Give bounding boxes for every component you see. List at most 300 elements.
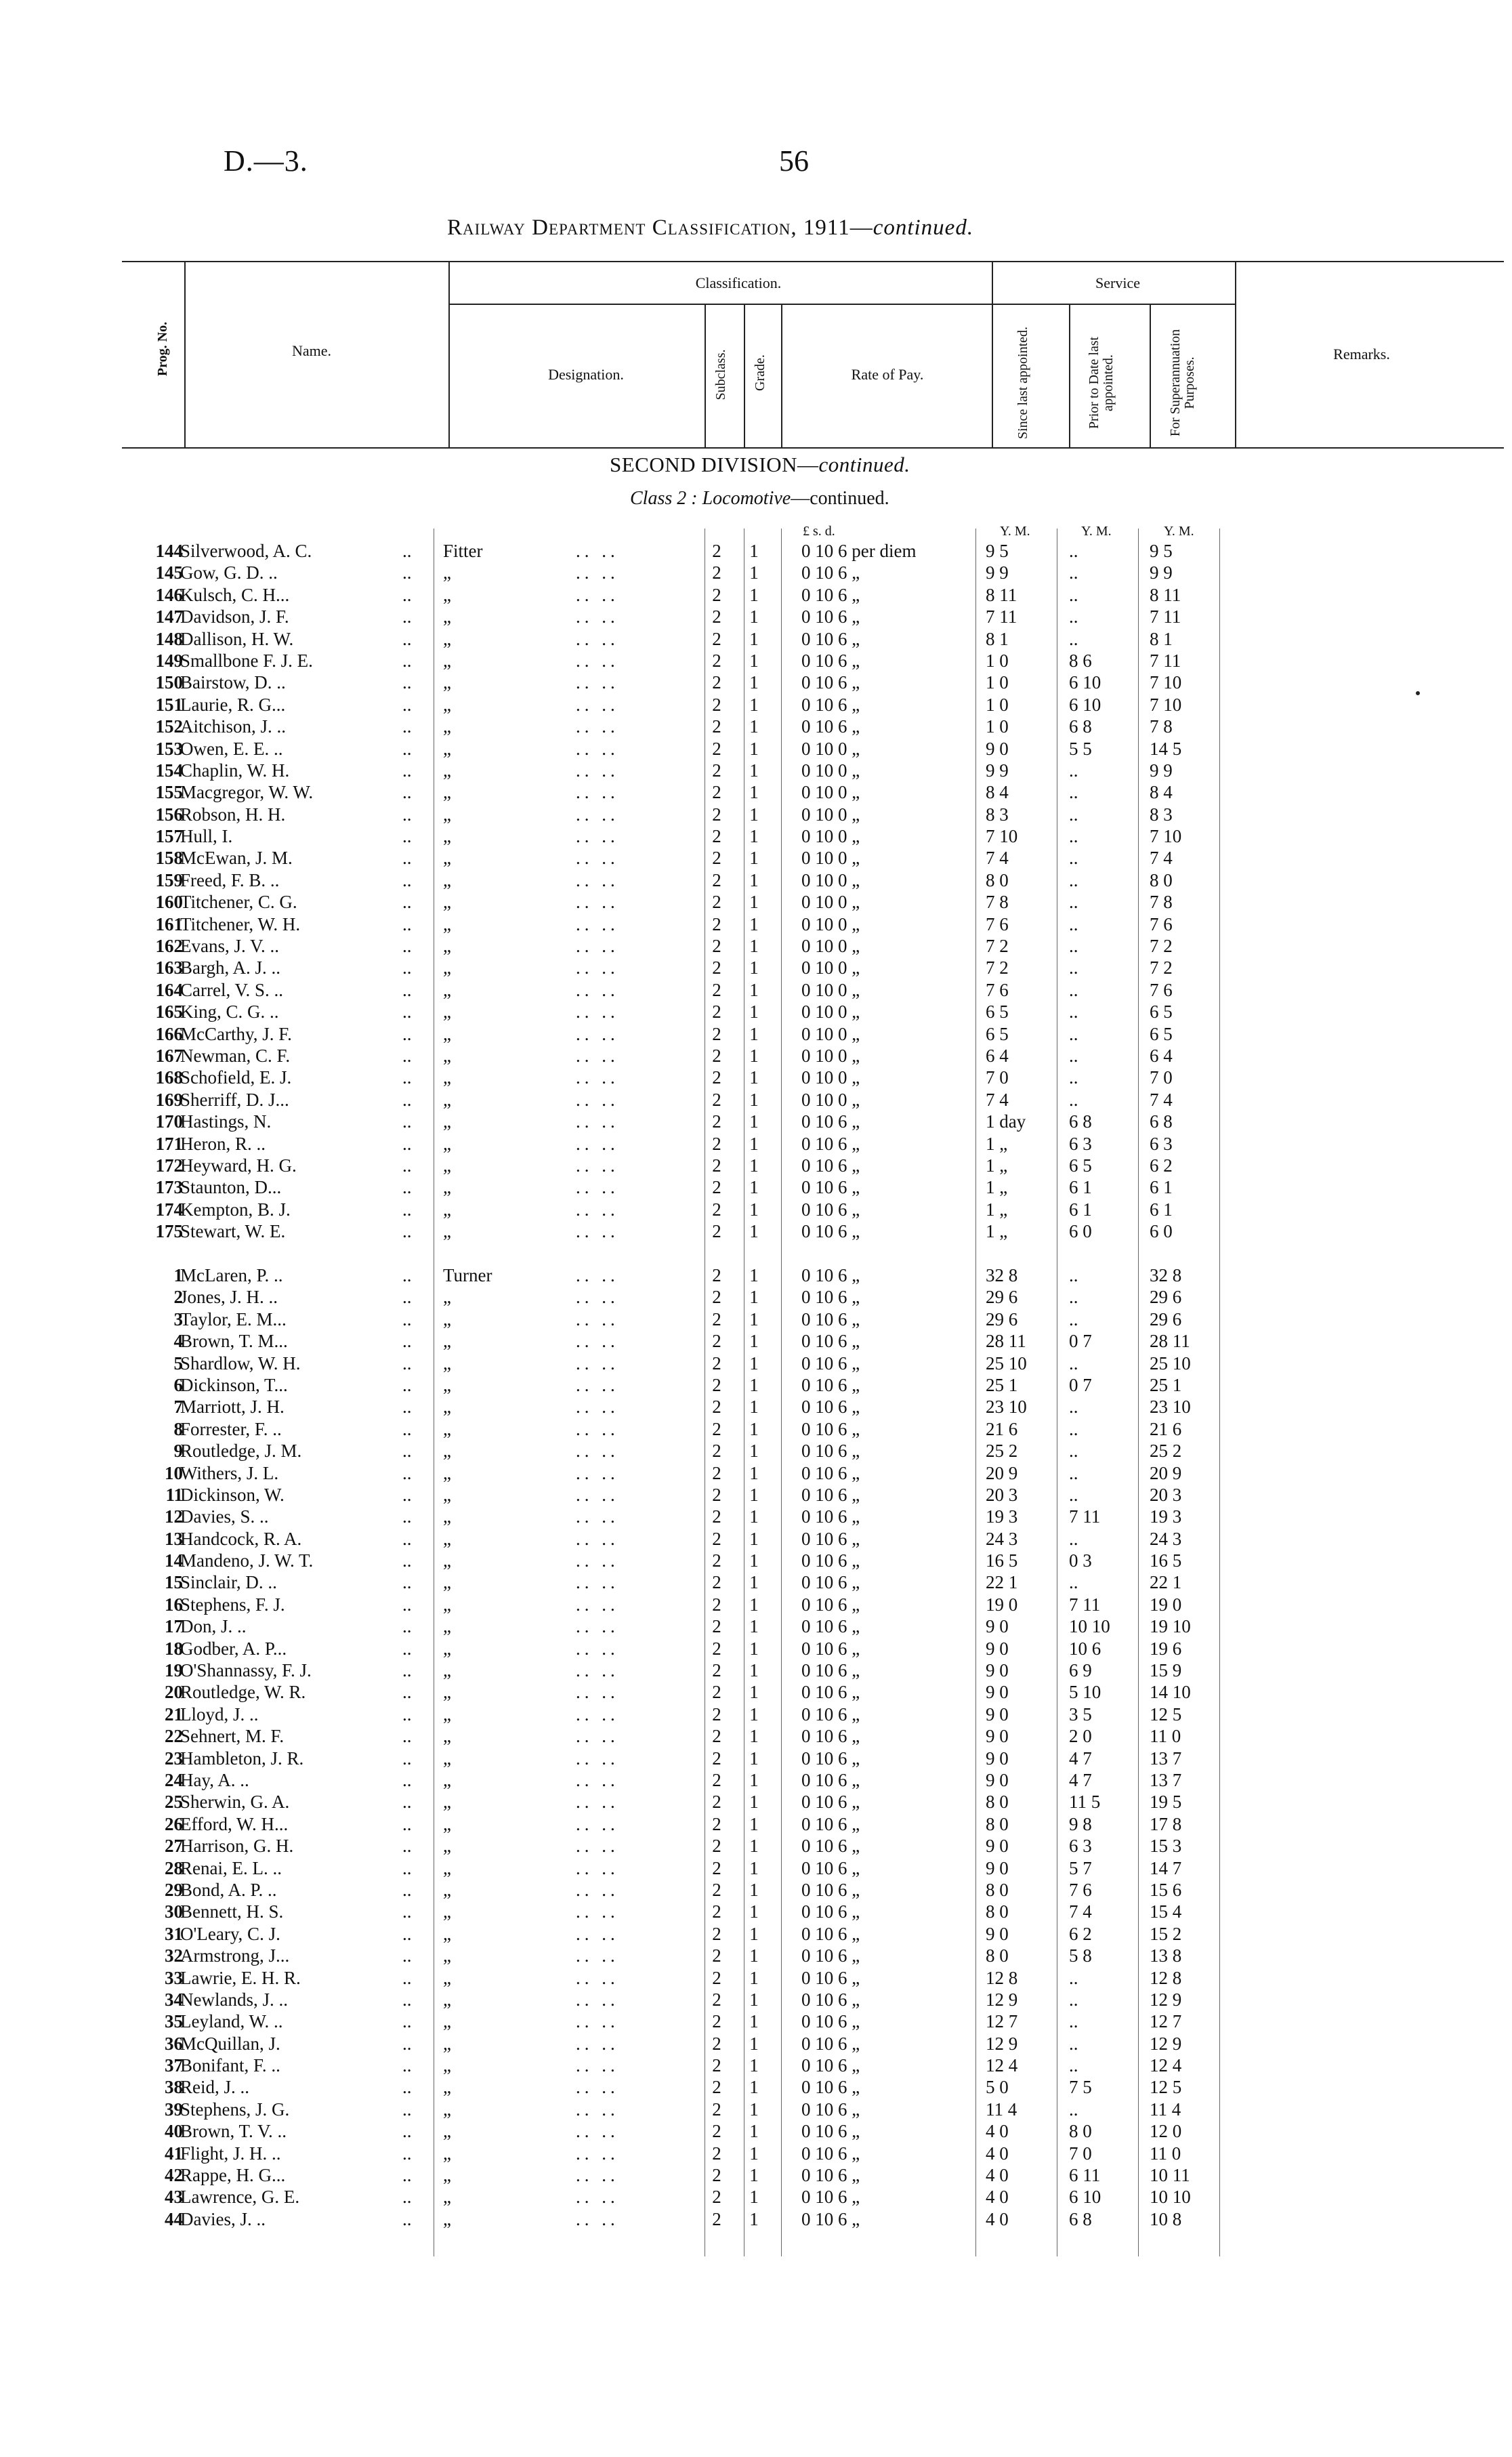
leader-dots: .. bbox=[402, 1836, 412, 1857]
designation: „ bbox=[443, 2143, 451, 2164]
grade: 1 bbox=[749, 1550, 759, 1571]
subclass: 2 bbox=[712, 1133, 721, 1154]
service-prior: 6 3 bbox=[1069, 1836, 1092, 1857]
grade: 1 bbox=[749, 1594, 759, 1615]
subclass: 2 bbox=[712, 1989, 721, 2010]
leader-dots: .. bbox=[402, 2011, 412, 2032]
prog-number: 166 bbox=[155, 1023, 183, 1044]
designation: „ bbox=[443, 650, 451, 671]
prog-number: 146 bbox=[155, 584, 183, 605]
subclass: 2 bbox=[712, 1155, 721, 1176]
leader-dots: .. .. bbox=[576, 1836, 619, 1857]
service-superannuation: 12 5 bbox=[1150, 1704, 1182, 1725]
grade: 1 bbox=[749, 1836, 759, 1857]
table-row bbox=[0, 869, 1512, 891]
leader-dots: .. .. bbox=[576, 1989, 619, 2010]
service-prior: .. bbox=[1069, 979, 1078, 1000]
employee-name: Lawrie, E. H. R. bbox=[180, 1967, 301, 1988]
service-since-last: 25 10 bbox=[986, 1353, 1027, 1374]
leader-dots: .. bbox=[402, 606, 412, 627]
leader-dots: .. bbox=[402, 1857, 412, 1878]
leader-dots: .. .. bbox=[576, 2055, 619, 2076]
grade: 1 bbox=[749, 1528, 759, 1549]
service-prior: .. bbox=[1069, 584, 1078, 605]
grade: 1 bbox=[749, 2143, 759, 2164]
division-heading bbox=[610, 453, 910, 477]
service-prior: .. bbox=[1069, 1462, 1078, 1483]
grade: 1 bbox=[749, 1726, 759, 1747]
service-since-last: 5 0 bbox=[986, 2077, 1009, 2098]
leader-dots: .. bbox=[402, 1726, 412, 1747]
prog-number: 162 bbox=[155, 936, 183, 957]
rate-of-pay: 0 10 6 „ bbox=[801, 2055, 860, 2076]
service-superannuation: 12 9 bbox=[1150, 1989, 1182, 2010]
subclass: 2 bbox=[712, 584, 721, 605]
rate-of-pay: 0 10 6 „ bbox=[801, 1111, 860, 1132]
leader-dots: .. bbox=[402, 1397, 412, 1418]
table-row bbox=[0, 1550, 1512, 1571]
service-prior: 5 8 bbox=[1069, 1945, 1092, 1966]
table-row bbox=[0, 2010, 1512, 2032]
service-prior: 6 3 bbox=[1069, 1133, 1092, 1154]
service-superannuation: 8 3 bbox=[1150, 804, 1173, 825]
leader-dots: .. .. bbox=[576, 782, 619, 803]
service-since-last: 29 6 bbox=[986, 1308, 1018, 1329]
designation: „ bbox=[443, 1462, 451, 1483]
prog-number: 33 bbox=[165, 1967, 183, 1988]
employee-name: Laurie, R. G... bbox=[180, 694, 286, 715]
employee-name: Stephens, J. G. bbox=[180, 2099, 290, 2120]
prog-number: 4 bbox=[173, 1331, 183, 1352]
grade: 1 bbox=[749, 1002, 759, 1023]
designation: „ bbox=[443, 2077, 451, 2098]
designation: „ bbox=[443, 628, 451, 649]
leader-dots: .. .. bbox=[576, 1704, 619, 1725]
leader-dots: .. .. bbox=[576, 2121, 619, 2142]
grade: 1 bbox=[749, 1462, 759, 1483]
service-prior: .. bbox=[1069, 826, 1078, 847]
header-prior-to-date: Prior to Date last appointed. bbox=[1087, 336, 1116, 430]
prog-number: 161 bbox=[155, 913, 183, 934]
service-prior: .. bbox=[1069, 1287, 1078, 1308]
rate-of-pay: 0 10 0 „ bbox=[801, 1045, 860, 1066]
employee-name: Silverwood, A. C. bbox=[180, 541, 312, 561]
prog-number: 23 bbox=[165, 1748, 183, 1769]
grade: 1 bbox=[749, 804, 759, 825]
grade: 1 bbox=[749, 1484, 759, 1505]
employee-name: Hull, I. bbox=[180, 826, 233, 847]
turner-table-body bbox=[0, 1264, 1512, 2230]
service-since-last: 4 0 bbox=[986, 2208, 1009, 2229]
designation: „ bbox=[443, 1594, 451, 1615]
designation: „ bbox=[443, 716, 451, 737]
prog-number: 174 bbox=[155, 1199, 183, 1220]
designation: „ bbox=[443, 1923, 451, 1944]
service-prior: .. bbox=[1069, 1265, 1078, 1285]
subclass: 2 bbox=[712, 628, 721, 649]
designation: „ bbox=[443, 1002, 451, 1023]
service-superannuation: 6 5 bbox=[1150, 1023, 1173, 1044]
subclass: 2 bbox=[712, 936, 721, 957]
table-row bbox=[0, 1264, 1512, 1286]
grade: 1 bbox=[749, 1374, 759, 1395]
grade: 1 bbox=[749, 1045, 759, 1066]
prog-number: 170 bbox=[155, 1111, 183, 1132]
service-superannuation: 13 7 bbox=[1150, 1748, 1182, 1769]
rate-of-pay: 0 10 6 „ bbox=[801, 1374, 860, 1395]
employee-name: Bond, A. P. .. bbox=[180, 1879, 277, 1900]
subclass: 2 bbox=[712, 1506, 721, 1527]
division-label: SECOND DIVISION— bbox=[610, 453, 819, 476]
table-row bbox=[0, 716, 1512, 737]
prog-number: 25 bbox=[165, 1792, 183, 1813]
grade: 1 bbox=[749, 2099, 759, 2120]
designation: „ bbox=[443, 1045, 451, 1066]
service-since-last: 20 9 bbox=[986, 1462, 1018, 1483]
designation: „ bbox=[443, 2011, 451, 2032]
table-row bbox=[0, 1111, 1512, 1132]
prog-number: 40 bbox=[165, 2121, 183, 2142]
col-divider bbox=[705, 304, 706, 448]
grade: 1 bbox=[749, 584, 759, 605]
service-prior: .. bbox=[1069, 869, 1078, 890]
service-since-last: 1 0 bbox=[986, 672, 1009, 693]
employee-name: Newman, C. F. bbox=[180, 1045, 291, 1066]
leader-dots: .. bbox=[402, 1769, 412, 1790]
designation: „ bbox=[443, 804, 451, 825]
prog-number: 173 bbox=[155, 1177, 183, 1198]
subclass: 2 bbox=[712, 1308, 721, 1329]
subclass: 2 bbox=[712, 1572, 721, 1593]
designation: „ bbox=[443, 1660, 451, 1681]
service-prior: 7 4 bbox=[1069, 1901, 1092, 1922]
leader-dots: .. bbox=[402, 1572, 412, 1593]
rate-of-pay: 0 10 0 „ bbox=[801, 848, 860, 869]
rate-of-pay: 0 10 6 „ bbox=[801, 1945, 860, 1966]
leader-dots: .. .. bbox=[576, 1616, 619, 1637]
designation: „ bbox=[443, 2208, 451, 2229]
leader-dots: .. .. bbox=[576, 1660, 619, 1681]
leader-dots: .. bbox=[402, 1506, 412, 1527]
service-since-last: 23 10 bbox=[986, 1397, 1027, 1418]
table-row bbox=[0, 847, 1512, 869]
service-since-last: 7 0 bbox=[986, 1067, 1009, 1088]
designation: „ bbox=[443, 1155, 451, 1176]
leader-dots: .. .. bbox=[576, 1792, 619, 1813]
prog-number: 7 bbox=[173, 1397, 183, 1418]
leader-dots: .. bbox=[402, 1374, 412, 1395]
table-row bbox=[0, 1748, 1512, 1769]
prog-number: 159 bbox=[155, 869, 183, 890]
prog-number: 24 bbox=[165, 1769, 183, 1790]
leader-dots: .. bbox=[402, 1177, 412, 1198]
table-row bbox=[0, 1528, 1512, 1550]
employee-name: Godber, A. P... bbox=[180, 1638, 287, 1659]
service-prior: .. bbox=[1069, 628, 1078, 649]
service-superannuation: 20 3 bbox=[1150, 1484, 1182, 1505]
rate-of-pay: 0 10 0 „ bbox=[801, 913, 860, 934]
service-prior: 0 7 bbox=[1069, 1331, 1092, 1352]
prog-number: 11 bbox=[165, 1484, 183, 1505]
designation: „ bbox=[443, 1111, 451, 1132]
rate-of-pay: 0 10 6 „ bbox=[801, 628, 860, 649]
subclass: 2 bbox=[712, 606, 721, 627]
service-prior: 8 6 bbox=[1069, 650, 1092, 671]
grade: 1 bbox=[749, 1945, 759, 1966]
leader-dots: .. bbox=[402, 1418, 412, 1439]
prog-number: 163 bbox=[155, 957, 183, 978]
table-row bbox=[0, 760, 1512, 781]
employee-name: Routledge, J. M. bbox=[180, 1441, 302, 1462]
leader-dots: .. .. bbox=[576, 1682, 619, 1703]
rate-of-pay: 0 10 6 „ bbox=[801, 1836, 860, 1857]
service-prior: 0 3 bbox=[1069, 1550, 1092, 1571]
designation: „ bbox=[443, 1023, 451, 1044]
subclass: 2 bbox=[712, 672, 721, 693]
service-prior: 6 8 bbox=[1069, 716, 1092, 737]
rate-of-pay: 0 10 6 „ bbox=[801, 1506, 860, 1527]
service-superannuation: 15 2 bbox=[1150, 1923, 1182, 1944]
service-prior: .. bbox=[1069, 782, 1078, 803]
prog-number: 43 bbox=[165, 2187, 183, 2208]
employee-name: Titchener, W. H. bbox=[180, 913, 301, 934]
service-since-last: 24 3 bbox=[986, 1528, 1018, 1549]
table-row bbox=[0, 1440, 1512, 1462]
employee-name: Aitchison, J. .. bbox=[180, 716, 287, 737]
table-row bbox=[0, 1067, 1512, 1088]
subclass: 2 bbox=[712, 869, 721, 890]
leader-dots: .. .. bbox=[576, 1199, 619, 1220]
grade: 1 bbox=[749, 2208, 759, 2229]
service-prior: .. bbox=[1069, 804, 1078, 825]
grade: 1 bbox=[749, 1199, 759, 1220]
prog-number: 26 bbox=[165, 1813, 183, 1834]
prog-number: 156 bbox=[155, 804, 183, 825]
service-since-last: 22 1 bbox=[986, 1572, 1018, 1593]
table-row bbox=[0, 1704, 1512, 1725]
table-row bbox=[0, 2033, 1512, 2055]
service-prior: 6 8 bbox=[1069, 2208, 1092, 2229]
prog-number: 155 bbox=[155, 782, 183, 803]
service-superannuation: 7 10 bbox=[1150, 826, 1182, 847]
service-since-last: 9 0 bbox=[986, 1726, 1009, 1747]
leader-dots: .. .. bbox=[576, 562, 619, 583]
prog-number: 16 bbox=[165, 1594, 183, 1615]
subclass: 2 bbox=[712, 1287, 721, 1308]
table-row bbox=[0, 606, 1512, 627]
grade: 1 bbox=[749, 848, 759, 869]
employee-name: Marriott, J. H. bbox=[180, 1397, 285, 1418]
service-superannuation: 6 8 bbox=[1150, 1111, 1173, 1132]
rate-of-pay: 0 10 6 „ bbox=[801, 606, 860, 627]
service-prior: .. bbox=[1069, 1989, 1078, 2010]
service-superannuation: 23 10 bbox=[1150, 1397, 1191, 1418]
table-row bbox=[0, 1901, 1512, 1922]
prog-number: 42 bbox=[165, 2165, 183, 2186]
subclass: 2 bbox=[712, 2033, 721, 2054]
rate-of-pay: 0 10 6 „ bbox=[801, 1923, 860, 1944]
service-superannuation: 7 2 bbox=[1150, 957, 1173, 978]
leader-dots: .. .. bbox=[576, 1397, 619, 1418]
leader-dots: .. .. bbox=[576, 2033, 619, 2054]
service-superannuation: 12 0 bbox=[1150, 2121, 1182, 2142]
prog-number: 151 bbox=[155, 694, 183, 715]
grade: 1 bbox=[749, 562, 759, 583]
service-superannuation: 6 1 bbox=[1150, 1177, 1173, 1198]
leader-dots: .. bbox=[402, 1089, 412, 1110]
service-since-last: 7 4 bbox=[986, 1089, 1009, 1110]
service-superannuation: 21 6 bbox=[1150, 1418, 1182, 1439]
service-superannuation: 7 4 bbox=[1150, 848, 1173, 869]
leader-dots: .. bbox=[402, 1879, 412, 1900]
service-since-last: 7 2 bbox=[986, 936, 1009, 957]
prog-number: 153 bbox=[155, 738, 183, 759]
rate-of-pay: 0 10 6 „ bbox=[801, 1572, 860, 1593]
grade: 1 bbox=[749, 1221, 759, 1242]
employee-name: Bairstow, D. .. bbox=[180, 672, 286, 693]
rate-of-pay: 0 10 0 „ bbox=[801, 979, 860, 1000]
service-prior: 6 1 bbox=[1069, 1199, 1092, 1220]
service-superannuation: 12 9 bbox=[1150, 2033, 1182, 2054]
leader-dots: .. .. bbox=[576, 1133, 619, 1154]
employee-name: King, C. G. .. bbox=[180, 1002, 279, 1023]
prog-number: 44 bbox=[165, 2208, 183, 2229]
col-divider bbox=[1150, 304, 1151, 448]
prog-number: 31 bbox=[165, 1923, 183, 1944]
service-prior: 7 11 bbox=[1069, 1594, 1101, 1615]
grade: 1 bbox=[749, 1265, 759, 1285]
rate-of-pay: 0 10 6 „ bbox=[801, 1221, 860, 1242]
subclass: 2 bbox=[712, 957, 721, 978]
subclass: 2 bbox=[712, 716, 721, 737]
designation: Turner bbox=[443, 1265, 492, 1285]
leader-dots: .. .. bbox=[576, 1045, 619, 1066]
employee-name: Renai, E. L. .. bbox=[180, 1857, 282, 1878]
leader-dots: .. bbox=[402, 1045, 412, 1066]
table-row bbox=[0, 913, 1512, 935]
service-prior: 6 5 bbox=[1069, 1155, 1092, 1176]
designation: „ bbox=[443, 869, 451, 890]
table-row bbox=[0, 738, 1512, 760]
leader-dots: .. .. bbox=[576, 804, 619, 825]
employee-name: Armstrong, J... bbox=[180, 1945, 290, 1966]
designation: „ bbox=[443, 913, 451, 934]
rate-of-pay: 0 10 6 „ bbox=[801, 1857, 860, 1878]
subclass: 2 bbox=[712, 760, 721, 781]
employee-name: Hastings, N. bbox=[180, 1111, 272, 1132]
table-row bbox=[0, 979, 1512, 1001]
table-row bbox=[0, 628, 1512, 650]
leader-dots: .. .. bbox=[576, 1177, 619, 1198]
service-superannuation: 28 11 bbox=[1150, 1331, 1190, 1352]
service-superannuation: 12 8 bbox=[1150, 1967, 1182, 1988]
service-since-last: 8 11 bbox=[986, 584, 1017, 605]
employee-name: Robson, H. H. bbox=[180, 804, 286, 825]
service-superannuation: 25 10 bbox=[1150, 1353, 1191, 1374]
subclass: 2 bbox=[712, 782, 721, 803]
designation: „ bbox=[443, 892, 451, 913]
leader-dots: .. bbox=[402, 2187, 412, 2208]
service-since-last: 19 0 bbox=[986, 1594, 1018, 1615]
designation: „ bbox=[443, 1572, 451, 1593]
subclass: 2 bbox=[712, 1748, 721, 1769]
designation: „ bbox=[443, 1989, 451, 2010]
service-since-last: 1 0 bbox=[986, 650, 1009, 671]
service-prior: .. bbox=[1069, 957, 1078, 978]
col-divider bbox=[184, 261, 186, 448]
table-row bbox=[0, 1571, 1512, 1593]
employee-name: Sherwin, G. A. bbox=[180, 1792, 290, 1813]
col-divider bbox=[744, 304, 745, 448]
service-superannuation: 29 6 bbox=[1150, 1308, 1182, 1329]
rate-of-pay: 0 10 6 „ bbox=[801, 1813, 860, 1834]
service-superannuation: 25 1 bbox=[1150, 1374, 1182, 1395]
employee-name: McCarthy, J. F. bbox=[180, 1023, 292, 1044]
service-since-last: 9 0 bbox=[986, 1616, 1009, 1637]
table-row bbox=[0, 650, 1512, 672]
prog-number: 171 bbox=[155, 1133, 183, 1154]
service-superannuation: 15 4 bbox=[1150, 1901, 1182, 1922]
service-prior: 7 5 bbox=[1069, 2077, 1092, 2098]
grade: 1 bbox=[749, 1704, 759, 1725]
title-main: Railway Department Classification, 1911— bbox=[447, 215, 873, 240]
rate-of-pay: 0 10 6 „ bbox=[801, 1441, 860, 1462]
table-row bbox=[0, 694, 1512, 716]
designation: „ bbox=[443, 1813, 451, 1834]
service-since-last: 9 0 bbox=[986, 1704, 1009, 1725]
service-superannuation: 15 9 bbox=[1150, 1660, 1182, 1681]
service-prior: 10 6 bbox=[1069, 1638, 1101, 1659]
rate-of-pay: 0 10 0 „ bbox=[801, 826, 860, 847]
service-since-last: 12 9 bbox=[986, 2033, 1018, 2054]
service-superannuation: 6 2 bbox=[1150, 1155, 1173, 1176]
service-since-last: 7 10 bbox=[986, 826, 1018, 847]
service-prior: .. bbox=[1069, 936, 1078, 957]
leader-dots: .. bbox=[402, 1682, 412, 1703]
table-row bbox=[0, 1286, 1512, 1308]
employee-name: Flight, J. H. .. bbox=[180, 2143, 281, 2164]
grade: 1 bbox=[749, 672, 759, 693]
service-prior: 8 0 bbox=[1069, 2121, 1092, 2142]
service-since-last: 8 1 bbox=[986, 628, 1009, 649]
service-since-last: 8 0 bbox=[986, 1901, 1009, 1922]
employee-name: Owen, E. E. .. bbox=[180, 738, 283, 759]
leader-dots: .. .. bbox=[576, 1748, 619, 1769]
leader-dots: .. .. bbox=[576, 1901, 619, 1922]
table-row bbox=[0, 1199, 1512, 1220]
service-prior: .. bbox=[1069, 1002, 1078, 1023]
service-prior: 7 11 bbox=[1069, 1506, 1101, 1527]
leader-dots: .. .. bbox=[576, 672, 619, 693]
rate-of-pay: 0 10 6 „ bbox=[801, 1331, 860, 1352]
employee-name: Sehnert, M. F. bbox=[180, 1726, 285, 1747]
rate-of-pay: 0 10 6 „ bbox=[801, 1989, 860, 2010]
leader-dots: .. bbox=[402, 1989, 412, 2010]
employee-name: Rappe, H. G... bbox=[180, 2165, 286, 2186]
grade: 1 bbox=[749, 1331, 759, 1352]
leader-dots: .. bbox=[402, 716, 412, 737]
rate-of-pay: 0 10 6 „ bbox=[801, 1682, 860, 1703]
rate-of-pay: 0 10 6 „ bbox=[801, 1879, 860, 1900]
service-prior: .. bbox=[1069, 1397, 1078, 1418]
service-prior: 2 0 bbox=[1069, 1726, 1092, 1747]
service-prior: .. bbox=[1069, 1089, 1078, 1110]
rate-of-pay: 0 10 6 „ bbox=[801, 2033, 860, 2054]
grade: 1 bbox=[749, 738, 759, 759]
rate-of-pay: 0 10 6 „ bbox=[801, 1265, 860, 1285]
leader-dots: .. bbox=[402, 1923, 412, 1944]
designation: „ bbox=[443, 826, 451, 847]
